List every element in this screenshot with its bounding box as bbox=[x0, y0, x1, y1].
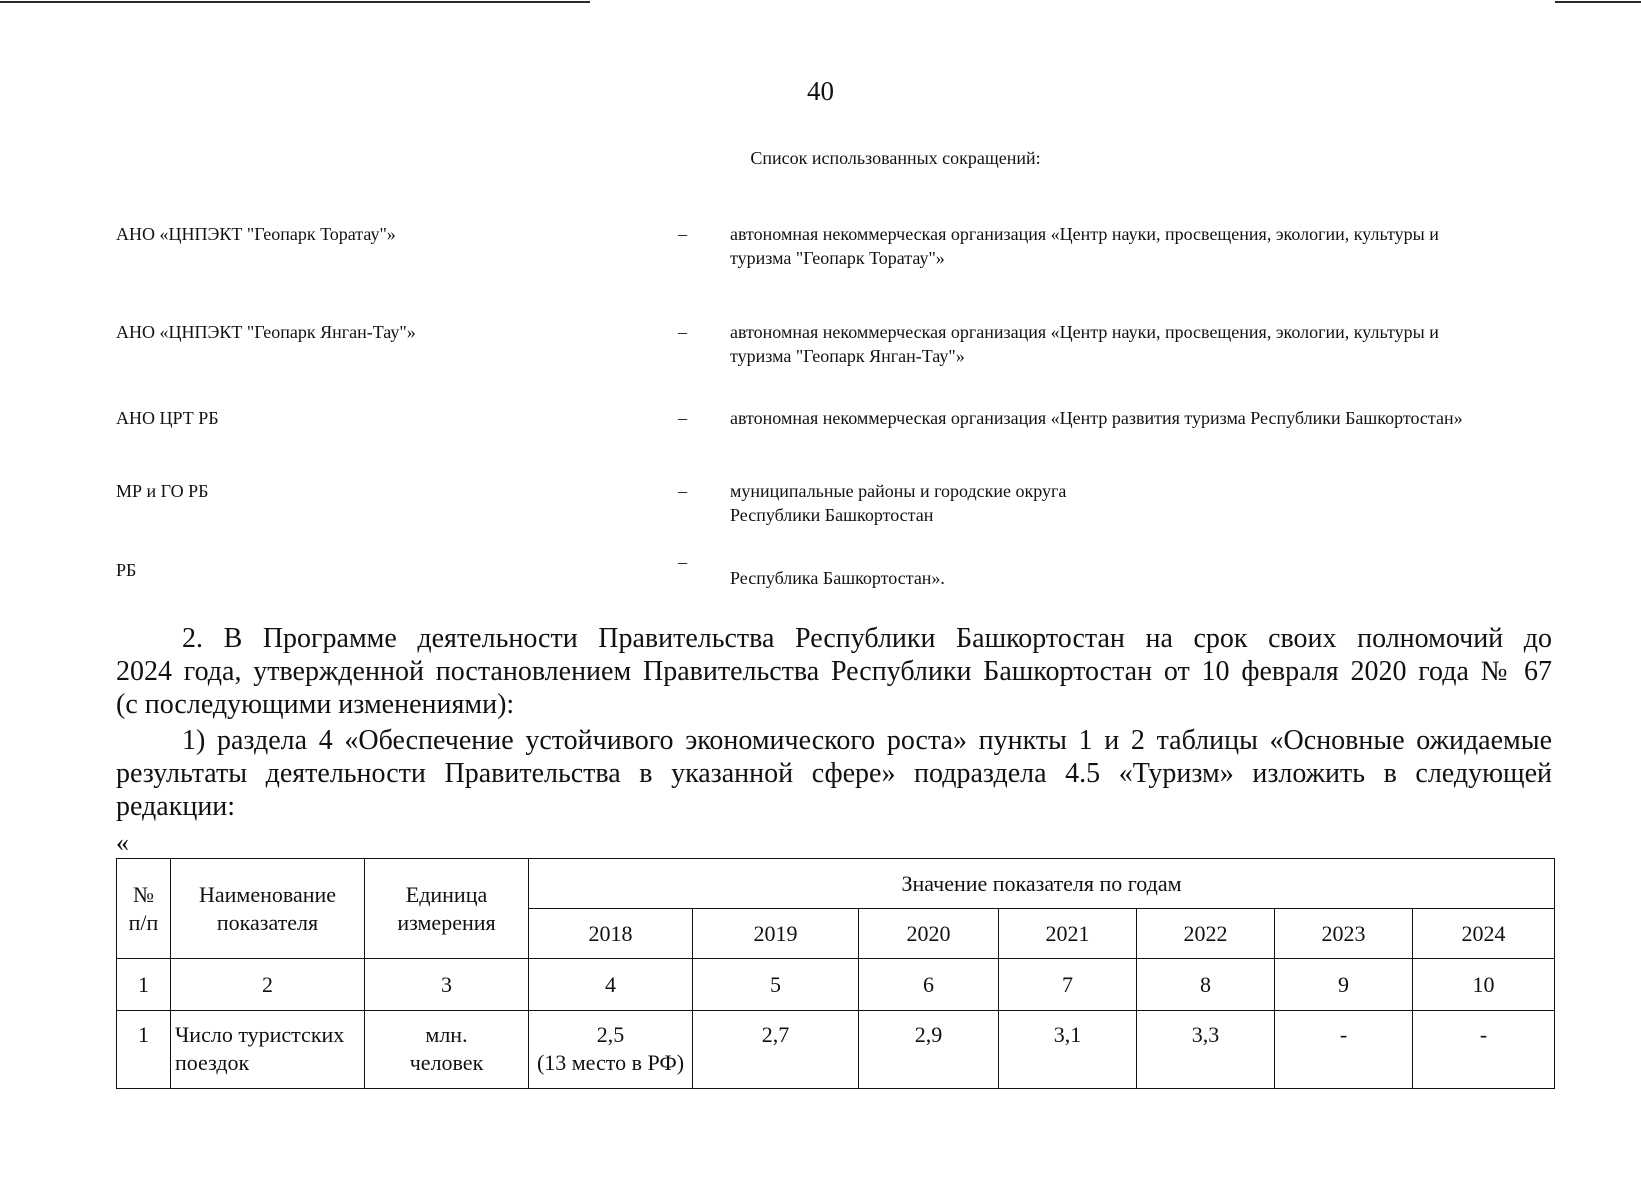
scan-edge-right bbox=[1555, 1, 1641, 3]
abbreviation-term: РБ bbox=[116, 560, 137, 580]
column-number: 10 bbox=[1413, 959, 1555, 1011]
row-value-2022: 3,3 bbox=[1137, 1011, 1275, 1089]
column-number: 8 bbox=[1137, 959, 1275, 1011]
abbreviation-dash: – bbox=[678, 408, 687, 428]
header-year: 2022 bbox=[1137, 909, 1275, 959]
abbreviation-dash: – bbox=[678, 224, 687, 244]
column-number: 7 bbox=[999, 959, 1137, 1011]
abbreviation-dash: – bbox=[678, 481, 687, 501]
abbreviation-dash: – bbox=[678, 322, 687, 342]
abbreviation-term: АНО «ЦНПЭКТ "Геопарк Янган-Тау"» bbox=[116, 322, 416, 342]
paragraph-amendment-item: 1) раздела 4 «Обеспечение устойчивого экономического роста» пункты 1 и 2 таблицы «Основные ожидаемые результаты деятельности Правительства в указанной сфере» подраздела 4.5 «Туризм» изложить в следующей редакции: bbox=[116, 725, 1552, 822]
abbreviation-term: АНО «ЦНПЭКТ "Геопарк Торатау"» bbox=[116, 224, 396, 244]
row-value-2021: 3,1 bbox=[999, 1011, 1137, 1089]
row-value-2023: - bbox=[1275, 1011, 1413, 1089]
page-number: 40 bbox=[807, 76, 834, 106]
column-number: 1 bbox=[117, 959, 171, 1011]
header-unit: Единица измерения bbox=[365, 859, 529, 959]
column-number: 9 bbox=[1275, 959, 1413, 1011]
row-value-2018: 2,5 (13 место в РФ) bbox=[529, 1011, 693, 1089]
abbreviation-definition: Республика Башкортостан». bbox=[730, 568, 945, 588]
header-years-group: Значение показателя по годам bbox=[529, 859, 1555, 909]
abbreviations-title: Список использованных сокращений: bbox=[750, 148, 1041, 168]
header-year: 2020 bbox=[859, 909, 999, 959]
header-number: № п/п bbox=[117, 859, 171, 959]
row-value-2024: - bbox=[1413, 1011, 1555, 1089]
header-year: 2024 bbox=[1413, 909, 1555, 959]
abbreviation-term: МР и ГО РБ bbox=[116, 481, 209, 501]
abbreviation-dash: – bbox=[678, 552, 687, 572]
column-number: 2 bbox=[171, 959, 365, 1011]
row-unit: млн. человек bbox=[365, 1011, 529, 1089]
header-year: 2021 bbox=[999, 909, 1137, 959]
indicators-table bbox=[116, 858, 1555, 1089]
row-value-2019: 2,7 bbox=[693, 1011, 859, 1089]
table-column-numbers-row bbox=[117, 959, 1555, 1011]
column-number: 4 bbox=[529, 959, 693, 1011]
opening-quote: « bbox=[116, 828, 129, 857]
header-year: 2023 bbox=[1275, 909, 1413, 959]
header-year: 2019 bbox=[693, 909, 859, 959]
column-number: 5 bbox=[693, 959, 859, 1011]
table-row bbox=[117, 1011, 1555, 1089]
header-year: 2018 bbox=[529, 909, 693, 959]
row-number: 1 bbox=[117, 1011, 171, 1089]
table-header-row bbox=[117, 859, 1555, 909]
abbreviation-definition: автономная некоммерческая организация «Центр науки, просвещения, экологии, культуры и туризма "Геопарк Торатау"» bbox=[730, 224, 1439, 268]
scan-edge-left bbox=[0, 1, 590, 3]
row-indicator-name: Число туристских поездок bbox=[171, 1011, 365, 1089]
column-number: 3 bbox=[365, 959, 529, 1011]
abbreviation-definition: автономная некоммерческая организация «Центр развития туризма Республики Башкортостан» bbox=[730, 408, 1463, 428]
row-value-2020: 2,9 bbox=[859, 1011, 999, 1089]
abbreviation-definition: автономная некоммерческая организация «Центр науки, просвещения, экологии, культуры и туризма "Геопарк Янган-Тау"» bbox=[730, 322, 1439, 366]
column-number: 6 bbox=[859, 959, 999, 1011]
header-indicator-name: Наименование показателя bbox=[171, 859, 365, 959]
abbreviation-term: АНО ЦРТ РБ bbox=[116, 408, 219, 428]
paragraph-amendment-intro: 2. В Программе деятельности Правительства Республики Башкортостан на срок своих полномочий до 2024 года, утвержденной постановлением Правительства Республики Башкортостан от 10 февраля 2020 года № 67 (с последующими изменениями): bbox=[116, 623, 1552, 720]
abbreviation-definition: муниципальные районы и городские округа Республики Башкортостан bbox=[730, 481, 1067, 525]
